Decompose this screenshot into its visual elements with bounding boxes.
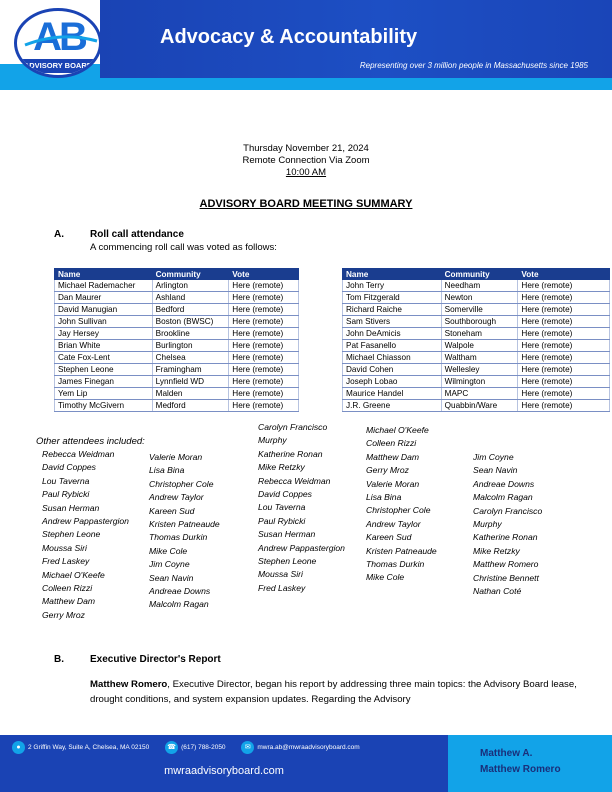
- cell-name: Stephen Leone: [55, 364, 153, 376]
- attendee-name: David Coppes: [42, 462, 96, 473]
- header-name: Name: [343, 269, 442, 280]
- cell-vote: Here (remote): [518, 340, 610, 352]
- attendee-name: Jim Coyne: [473, 452, 514, 462]
- cell-community: Quabbin/Ware: [441, 400, 518, 412]
- cell-community: Southborough: [441, 316, 518, 328]
- attendee-name: Paul Rybicki: [258, 515, 306, 526]
- attendee-name: Mike Cole: [149, 545, 188, 556]
- attendee-name: Malcolm Ragan: [473, 492, 533, 503]
- attendee-name: Michael O'Keefe: [42, 569, 105, 580]
- footer-address: 2 Griffin Way, Suite A, Chelsea, MA 02150: [28, 744, 150, 751]
- cell-community: Boston (BWSC): [152, 316, 229, 328]
- table-row: [55, 280, 299, 292]
- attendee-name: Christopher Cole: [366, 505, 431, 516]
- cell-name: Jay Hersey: [55, 328, 153, 340]
- table-row: [55, 376, 299, 388]
- cell-vote: Here (remote): [229, 328, 299, 340]
- attendee-name: Carolyn Francisco: [473, 505, 543, 516]
- section-a-letter: A.: [54, 229, 64, 240]
- attendee-name: Colleen Rizzi: [366, 438, 417, 449]
- attendee-name: Lisa Bina: [366, 492, 402, 503]
- attendee-name: Stephen Leone: [42, 529, 101, 540]
- meeting-info: [0, 143, 612, 179]
- cell-name: Cate Fox-Lent: [55, 352, 153, 364]
- attendee-name: Paul Rybicki: [42, 489, 90, 500]
- attendee-name: Carolyn Francisco: [258, 422, 328, 432]
- cell-name: Richard Raiche: [343, 304, 442, 316]
- attendee-name: Andrew Pappastergion: [258, 542, 345, 553]
- cell-community: Walpole: [441, 340, 518, 352]
- table-row: [343, 352, 610, 364]
- attendee-name: Gerry Mroz: [42, 609, 85, 620]
- section-b-letter: B.: [54, 654, 64, 665]
- attendee-name: Christopher Cole: [149, 478, 214, 489]
- section-a-subtitle: A commencing roll call was voted as follows:: [90, 242, 277, 253]
- attendee-name: Sean Navin: [473, 465, 518, 476]
- attendee-name: Moussa Siri: [42, 542, 87, 553]
- attendee-name: Lou Taverna: [42, 475, 90, 486]
- cell-name: Timothy McGivern: [55, 400, 153, 412]
- cell-community: Medford: [152, 400, 229, 412]
- attendee-name: Moussa Siri: [258, 569, 303, 580]
- table-header-row: [55, 269, 299, 280]
- footer-contact-row: [12, 741, 374, 754]
- cell-name: Dan Maurer: [55, 292, 153, 304]
- cell-name: John Sullivan: [55, 316, 153, 328]
- header-title: Advocacy & Accountability: [160, 26, 418, 48]
- attendee-name: Kristen Patneaude: [149, 519, 220, 530]
- cell-name: Joseph Lobao: [343, 376, 442, 388]
- cell-vote: Here (remote): [518, 364, 610, 376]
- location-pin-icon: ●: [12, 741, 25, 754]
- cell-community: MAPC: [441, 388, 518, 400]
- roll-call-table-left: [54, 268, 299, 412]
- attendee-name: Mike Retzky: [258, 462, 305, 473]
- table-header-row: [343, 269, 610, 280]
- attendee-name: Colleen Rizzi: [42, 583, 93, 594]
- table-row: [343, 304, 610, 316]
- cell-community: Somerville: [441, 304, 518, 316]
- attendee-name: Stephen Leone: [258, 556, 317, 567]
- cell-community: Bedford: [152, 304, 229, 316]
- cell-community: Needham: [441, 280, 518, 292]
- attendee-name: Andrew Taylor: [149, 492, 204, 503]
- logo-letters: AB: [33, 15, 85, 59]
- attendees-column-5: [473, 451, 542, 598]
- cell-name: James Finegan: [55, 376, 153, 388]
- table-row: [343, 376, 610, 388]
- report-bold-name: Matthew Romero: [90, 679, 168, 690]
- attendee-name: Murphy: [258, 435, 287, 446]
- email-icon: ✉: [241, 741, 254, 754]
- footer-phone: (617) 788-2050: [181, 744, 226, 751]
- cell-vote: Here (remote): [229, 292, 299, 304]
- cell-vote: Here (remote): [229, 304, 299, 316]
- attendee-name: Malcolm Ragan: [149, 599, 209, 610]
- table-row: [343, 292, 610, 304]
- attendee-name: Matthew Dam: [42, 596, 96, 607]
- table-row: [55, 364, 299, 376]
- cell-name: Brian White: [55, 340, 153, 352]
- attendee-name: Andreae Downs: [149, 586, 211, 597]
- page-header: [0, 0, 612, 90]
- attendee-name: Nathan Coté: [473, 586, 522, 597]
- attendee-name: Fred Laskey: [42, 556, 90, 567]
- cell-community: Wellesley: [441, 364, 518, 376]
- table-row: [343, 316, 610, 328]
- cell-name: Michael Chiasson: [343, 352, 442, 364]
- attendees-label: Other attendees included:: [36, 436, 145, 447]
- section-b-title: Executive Director's Report: [90, 654, 221, 665]
- advisory-board-logo: [14, 8, 102, 78]
- attendee-name: Mike Cole: [366, 572, 405, 583]
- footer-email[interactable]: mwra.ab@mwraadvisoryboard.com: [257, 744, 360, 751]
- footer-name-line-1: Matthew A.: [480, 748, 533, 759]
- table-row: [55, 388, 299, 400]
- executive-report-paragraph: [90, 677, 590, 707]
- summary-title: ADVISORY BOARD MEETING SUMMARY: [199, 198, 413, 210]
- attendee-name: Sean Navin: [149, 572, 194, 583]
- cell-community: Framingham: [152, 364, 229, 376]
- cell-community: Wilmington: [441, 376, 518, 388]
- attendee-name: Katherine Ronan: [258, 448, 323, 459]
- cell-vote: Here (remote): [518, 328, 610, 340]
- attendee-name: Mike Retzky: [473, 545, 520, 556]
- report-text: , Executive Director, began his report by addressing three main topics: the Advisory Board lease, drought conditions, and system expansion updates. Regarding the Advisory: [90, 679, 577, 705]
- logo-swoosh-icon: [23, 35, 99, 47]
- cell-vote: Here (remote): [518, 352, 610, 364]
- cell-vote: Here (remote): [229, 376, 299, 388]
- footer-website[interactable]: mwraadvisoryboard.com: [164, 765, 284, 777]
- cell-community: Waltham: [441, 352, 518, 364]
- attendee-name: Valerie Moran: [366, 478, 420, 489]
- cell-vote: Here (remote): [518, 388, 610, 400]
- attendee-name: Andrew Pappastergion: [42, 516, 129, 527]
- attendee-name: Murphy: [473, 519, 502, 530]
- attendee-name: Fred Laskey: [258, 582, 306, 593]
- attendee-name: Katherine Ronan: [473, 532, 538, 543]
- attendee-name: Kristen Patneaude: [366, 545, 437, 556]
- attendees-column-3: [258, 421, 345, 595]
- meeting-time: 10:00 AM: [285, 167, 327, 178]
- table-row: [55, 304, 299, 316]
- attendee-name: Thomas Durkin: [366, 559, 425, 570]
- cell-vote: Here (remote): [518, 400, 610, 412]
- footer-name-line-2: Matthew Romero: [480, 764, 561, 775]
- table-row: [343, 388, 610, 400]
- roll-call-table-right: [342, 268, 610, 412]
- meeting-location: Remote Connection Via Zoom: [242, 155, 370, 166]
- table-row: [55, 328, 299, 340]
- attendee-name: Kareen Sud: [366, 532, 412, 543]
- cell-name: David Cohen: [343, 364, 442, 376]
- attendee-name: Michael O'Keefe: [366, 425, 429, 435]
- attendees-column-1: [42, 448, 129, 622]
- cell-community: Lynnfield WD: [152, 376, 229, 388]
- cell-community: Malden: [152, 388, 229, 400]
- cell-vote: Here (remote): [518, 316, 610, 328]
- attendee-name: Matthew Romero: [473, 559, 539, 570]
- header-name: Name: [55, 269, 153, 280]
- table-row: [343, 364, 610, 376]
- header-vote: Vote: [518, 269, 610, 280]
- attendees-column-4: [366, 424, 437, 585]
- table-row: [343, 280, 610, 292]
- attendee-name: Lisa Bina: [149, 465, 185, 476]
- attendee-name: Jim Coyne: [149, 559, 190, 570]
- attendee-name: Matthew Dam: [366, 451, 420, 462]
- header-tagline: Representing over 3 million people in Massachusetts since 1985: [359, 61, 588, 70]
- attendee-name: Andrew Taylor: [366, 518, 421, 529]
- cell-community: Stoneham: [441, 328, 518, 340]
- cell-name: J.R. Greene: [343, 400, 442, 412]
- cell-community: Ashland: [152, 292, 229, 304]
- cell-vote: Here (remote): [229, 280, 299, 292]
- cell-vote: Here (remote): [229, 340, 299, 352]
- attendee-name: Andreae Downs: [473, 478, 535, 489]
- attendee-name: Christine Bennett: [473, 572, 539, 583]
- attendee-name: Lou Taverna: [258, 502, 306, 513]
- cell-vote: Here (remote): [229, 316, 299, 328]
- header-community: Community: [152, 269, 229, 280]
- attendee-name: Rebecca Weidman: [258, 475, 331, 486]
- cell-name: Sam Stivers: [343, 316, 442, 328]
- cell-vote: Here (remote): [518, 376, 610, 388]
- cell-vote: Here (remote): [229, 388, 299, 400]
- cell-vote: Here (remote): [229, 400, 299, 412]
- header-community: Community: [441, 269, 518, 280]
- cell-vote: Here (remote): [518, 304, 610, 316]
- cell-name: Maurice Handel: [343, 388, 442, 400]
- cell-vote: Here (remote): [518, 280, 610, 292]
- cell-community: Chelsea: [152, 352, 229, 364]
- attendee-name: Susan Herman: [258, 529, 316, 540]
- logo-text: ADVISORY BOARD: [17, 59, 99, 73]
- phone-icon: ☎: [165, 741, 178, 754]
- cell-vote: Here (remote): [229, 352, 299, 364]
- attendee-name: David Coppes: [258, 489, 312, 500]
- table-row: [55, 340, 299, 352]
- table-row: [55, 316, 299, 328]
- meeting-date: Thursday November 21, 2024: [243, 143, 369, 154]
- cell-name: Pat Fasanello: [343, 340, 442, 352]
- cell-community: Arlington: [152, 280, 229, 292]
- cell-community: Burlington: [152, 340, 229, 352]
- attendee-name: Kareen Sud: [149, 505, 195, 516]
- cell-name: John DeAmicis: [343, 328, 442, 340]
- table-row: [55, 352, 299, 364]
- cell-name: Michael Rademacher: [55, 280, 153, 292]
- attendee-name: Valerie Moran: [149, 452, 203, 462]
- cell-vote: Here (remote): [229, 364, 299, 376]
- table-row: [55, 292, 299, 304]
- section-a-title: Roll call attendance: [90, 229, 184, 240]
- table-row: [343, 340, 610, 352]
- attendee-name: Rebecca Weidman: [42, 449, 115, 459]
- cell-name: Tom Fitzgerald: [343, 292, 442, 304]
- attendee-name: Thomas Durkin: [149, 532, 208, 543]
- table-row: [55, 400, 299, 412]
- table-row: [343, 400, 610, 412]
- table-row: [343, 328, 610, 340]
- cell-name: John Terry: [343, 280, 442, 292]
- attendees-column-2: [149, 451, 220, 612]
- cell-name: Yem Lip: [55, 388, 153, 400]
- attendee-name: Gerry Mroz: [366, 465, 409, 476]
- cell-community: Newton: [441, 292, 518, 304]
- attendee-name: Susan Herman: [42, 502, 100, 513]
- header-vote: Vote: [229, 269, 299, 280]
- cell-community: Brookline: [152, 328, 229, 340]
- cell-name: David Manugian: [55, 304, 153, 316]
- cell-vote: Here (remote): [518, 292, 610, 304]
